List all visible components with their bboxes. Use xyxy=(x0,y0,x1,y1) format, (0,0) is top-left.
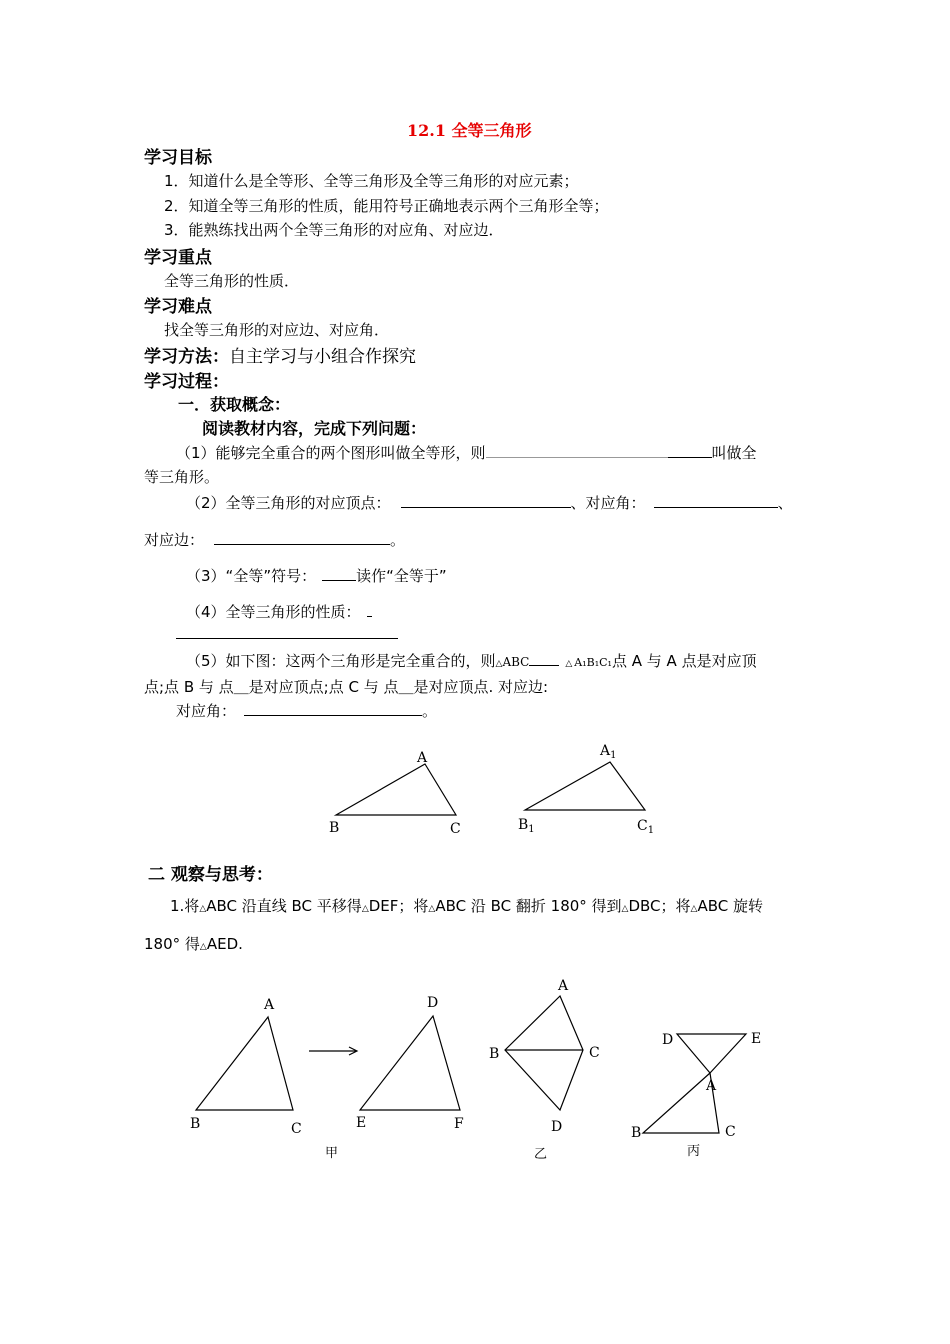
q2-text: （2）全等三角形的对应顶点： xyxy=(186,494,391,512)
process-heading: 学习过程： xyxy=(144,372,229,392)
triangle-symbol-icon: △ xyxy=(199,904,207,914)
yi-label-a: A xyxy=(558,978,569,994)
section1-heading: 一．获取概念： xyxy=(178,395,291,414)
jia-triangle-def xyxy=(360,1016,460,1110)
q5-tri2: A₁B₁C₁ xyxy=(574,656,612,669)
difficulty-heading: 学习难点 xyxy=(144,297,212,317)
bing-label-b: B xyxy=(631,1125,642,1141)
jia-label-c: C xyxy=(291,1121,302,1137)
jia-label-e: E xyxy=(356,1115,367,1131)
triangle-symbol-icon: △ xyxy=(565,659,573,669)
section2-paragraph-1: 1.将△ABC 沿直线 BC 平移得△DEF；将△ABC 沿 BC 翻折 180° 得到△DBC；将△ABC 旋转 xyxy=(170,897,763,915)
goal-item-2: 2．知道全等三角形的性质，能用符号正确地表示两个三角形全等； xyxy=(164,197,609,215)
method-heading: 学习方法： xyxy=(144,347,229,367)
q3-text: （3）“全等”符号： xyxy=(186,567,317,585)
q5-continuation: 点;点 B 与 点＿是对应顶点;点 C 与 点＿是对应顶点. 对应边: xyxy=(144,678,549,696)
goal-item-1: 1．知道什么是全等形、全等三角形及全等三角形的对应元素； xyxy=(164,172,579,190)
triangle-symbol-icon: △ xyxy=(495,659,503,669)
caption-jia: 甲 xyxy=(325,1146,339,1161)
goal-item-3: 3．能熟练找出两个全等三角形的对应角、对应边． xyxy=(164,221,504,239)
yi-shape xyxy=(505,996,583,1110)
q1-text: （1）能够完全重合的两个图形叫做全等形，则 xyxy=(176,444,486,462)
triangle-symbol-icon: △ xyxy=(621,904,629,914)
focus-heading: 学习重点 xyxy=(144,248,212,268)
q5-angle-label: 对应角： xyxy=(176,702,237,720)
jia-label-d: D xyxy=(427,995,439,1011)
q2-side-label: 对应边： xyxy=(144,531,205,549)
triangle-symbol-icon: △ xyxy=(199,942,207,952)
label-a1: $A_1$ xyxy=(600,743,617,761)
q5-text: （5）如下图：这两个三角形是完全重合的，则 xyxy=(186,652,496,670)
q3-text-end: 读作“全等于” xyxy=(356,567,447,585)
q2-angle-label: 、对应角： xyxy=(570,494,646,512)
q2-end: 。 xyxy=(390,531,406,549)
bing-label-a: A xyxy=(706,1078,717,1094)
q5-text-end: 点 A 与 A 点是对应顶 xyxy=(611,652,757,670)
label-a: A xyxy=(417,750,428,766)
caption-bing: 丙 xyxy=(687,1144,701,1159)
q4-text: （4）全等三角形的性质： xyxy=(186,603,361,621)
jia-label-b: B xyxy=(190,1116,201,1132)
yi-label-b: B xyxy=(489,1046,500,1062)
label-c: C xyxy=(450,821,461,837)
triangle-symbol-icon: △ xyxy=(428,904,436,914)
yi-label-d: D xyxy=(551,1119,563,1135)
focus-text: 全等三角形的性质． xyxy=(164,272,300,290)
bing-label-e: E xyxy=(751,1031,762,1047)
jia-label-a: A xyxy=(264,997,275,1013)
bing-label-d: D xyxy=(662,1032,674,1048)
section1-subheading: 阅读教材内容，完成下列问题： xyxy=(202,419,427,438)
q2-sep: 、 xyxy=(777,494,793,512)
bing-label-c: C xyxy=(725,1124,736,1140)
caption-yi: 乙 xyxy=(534,1147,548,1162)
section2-paragraph-2: 180° 得△AED. xyxy=(144,935,243,953)
method-text: 自主学习与小组合作探究 xyxy=(229,347,416,367)
goals-heading: 学习目标 xyxy=(144,148,212,168)
section2-heading: 二 观察与思考： xyxy=(148,865,273,885)
page-title: 12.1 全等三角形 xyxy=(407,121,532,140)
difficulty-text: 找全等三角形的对应边、对应角． xyxy=(164,321,390,339)
q5-tri1: ABC xyxy=(502,655,530,669)
triangle-symbol-icon: △ xyxy=(361,904,369,914)
label-b1: $B_1$ xyxy=(518,817,535,835)
q1-continuation: 等三角形。 xyxy=(144,468,220,486)
label-b: B xyxy=(329,820,340,836)
bing-triangle-aed xyxy=(677,1034,746,1073)
yi-label-c: C xyxy=(589,1045,600,1061)
jia-label-f: F xyxy=(454,1116,464,1132)
q1-text-end: 叫做全 xyxy=(711,444,757,462)
triangle-symbol-icon: △ xyxy=(690,904,698,914)
jia-triangle-abc xyxy=(196,1017,293,1110)
label-c1: $C_1$ xyxy=(637,818,655,836)
q5-end: 。 xyxy=(422,702,438,720)
